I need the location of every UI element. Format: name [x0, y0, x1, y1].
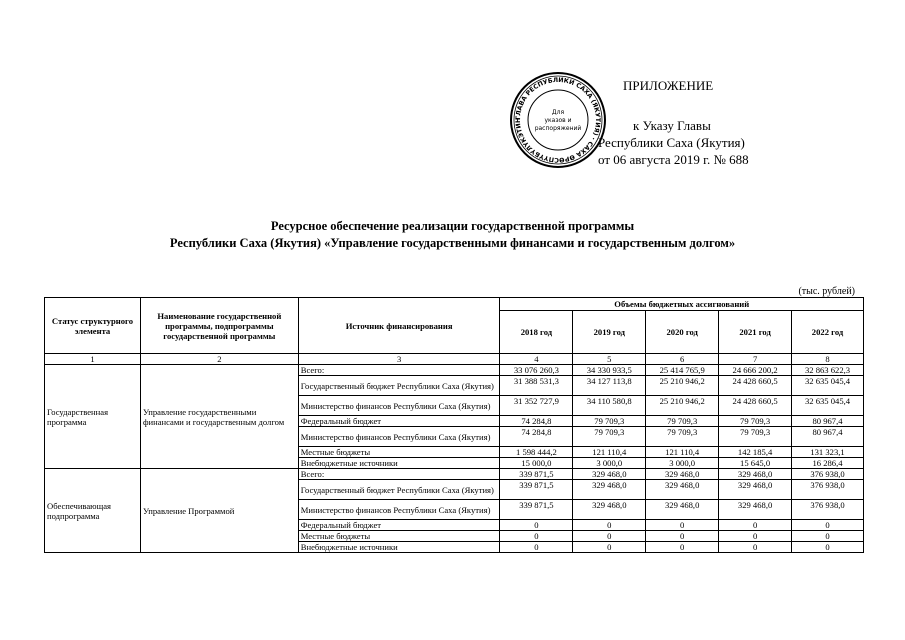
source-cell: Всего:	[298, 469, 500, 480]
value-cell: 329 468,0	[573, 500, 646, 520]
source-cell: Государственный бюджет Республики Саха (Якутия)	[298, 376, 500, 396]
value-cell: 121 110,4	[573, 447, 646, 458]
header-year-2019: 2019 год	[573, 311, 646, 354]
document-title-line-1: Ресурсное обеспечение реализации государственной программы	[270, 219, 635, 233]
status-cell: Обеспечивающая подпрограмма	[45, 469, 141, 553]
header-volumes: Объемы бюджетных ассигнований	[500, 298, 864, 311]
seal-center-text: указов и	[544, 117, 572, 124]
value-cell: 24 428 660,5	[719, 376, 792, 396]
appendix-title: ПРИЛОЖЕНИЕ	[623, 78, 714, 93]
value-cell: 329 468,0	[573, 469, 646, 480]
value-cell: 0	[646, 520, 719, 531]
value-cell: 15 645,0	[719, 458, 792, 469]
value-cell: 25 210 946,2	[646, 396, 719, 416]
column-number: 1	[45, 354, 141, 365]
table-body	[45, 365, 864, 553]
appendix-line-3: от 06 августа 2019 г. № 688	[598, 152, 749, 167]
header-source: Источник финансирования	[298, 298, 500, 354]
value-cell: 33 076 260,3	[500, 365, 573, 376]
program-name-cell: Управление Программой	[140, 469, 298, 553]
value-cell: 74 284,8	[500, 427, 573, 447]
appendix-line-2: Республики Саха (Якутия)	[598, 135, 745, 150]
value-cell: 0	[719, 542, 792, 553]
value-cell: 25 414 765,9	[646, 365, 719, 376]
column-number: 4	[500, 354, 573, 365]
table-row	[45, 469, 864, 480]
document-title-line-2: Республики Саха (Якутия) «Управление государственными финансами и государственным долгом»	[169, 236, 736, 250]
header-year-2021: 2021 год	[719, 311, 792, 354]
value-cell: 329 468,0	[719, 480, 792, 500]
column-number: 2	[140, 354, 298, 365]
value-cell: 339 871,5	[500, 500, 573, 520]
value-cell: 376 938,0	[792, 480, 864, 500]
value-cell: 1 598 444,2	[500, 447, 573, 458]
header-year-2020: 2020 год	[646, 311, 719, 354]
value-cell: 79 709,3	[719, 416, 792, 427]
source-cell: Министерство финансов Республики Саха (Якутия)	[298, 500, 500, 520]
value-cell: 15 000,0	[500, 458, 573, 469]
value-cell: 0	[719, 531, 792, 542]
value-cell: 25 210 946,2	[646, 376, 719, 396]
seal-ring-text: ГЛАВА РЕСПУБЛИКИ САХА (ЯКУТИЯ) · САХА ӨРӨСПҮҮБҮЛҮКЭТИН	[514, 76, 602, 164]
seal-center-text: Для	[551, 109, 565, 116]
value-cell: 34 127 113,8	[573, 376, 646, 396]
value-cell: 329 468,0	[719, 500, 792, 520]
source-cell: Местные бюджеты	[298, 447, 500, 458]
source-cell: Внебюджетные источники	[298, 542, 500, 553]
header-status: Статус структурного элемента	[45, 298, 141, 354]
value-cell: 80 967,4	[792, 427, 864, 447]
value-cell: 0	[573, 531, 646, 542]
source-cell: Всего:	[298, 365, 500, 376]
value-cell: 3 000,0	[573, 458, 646, 469]
header-year-2022: 2022 год	[792, 311, 864, 354]
source-cell: Внебюджетные источники	[298, 458, 500, 469]
value-cell: 34 330 933,5	[573, 365, 646, 376]
value-cell: 31 388 531,3	[500, 376, 573, 396]
value-cell: 32 635 045,4	[792, 376, 864, 396]
value-cell: 0	[500, 542, 573, 553]
value-cell: 0	[573, 520, 646, 531]
value-cell: 0	[719, 520, 792, 531]
appendix-line-1: к Указу Главы	[633, 118, 711, 133]
value-cell: 80 967,4	[792, 416, 864, 427]
value-cell: 0	[646, 542, 719, 553]
units-label: (тыс. рублей)	[798, 286, 855, 297]
value-cell: 329 468,0	[719, 469, 792, 480]
value-cell: 32 863 622,3	[792, 365, 864, 376]
column-number: 5	[573, 354, 646, 365]
column-number: 8	[792, 354, 864, 365]
funding-table	[44, 297, 864, 553]
value-cell: 79 709,3	[719, 427, 792, 447]
seal-center-text: распоряжений	[534, 125, 582, 132]
value-cell: 74 284,8	[500, 416, 573, 427]
value-cell: 376 938,0	[792, 469, 864, 480]
value-cell: 121 110,4	[646, 447, 719, 458]
value-cell: 31 352 727,9	[500, 396, 573, 416]
value-cell: 34 110 580,8	[573, 396, 646, 416]
value-cell: 79 709,3	[573, 416, 646, 427]
column-number: 7	[719, 354, 792, 365]
status-cell: Государственная программа	[45, 365, 141, 469]
value-cell: 329 468,0	[646, 469, 719, 480]
value-cell: 79 709,3	[646, 416, 719, 427]
value-cell: 0	[792, 520, 864, 531]
value-cell: 0	[646, 531, 719, 542]
value-cell: 32 635 045,4	[792, 396, 864, 416]
value-cell: 329 468,0	[646, 480, 719, 500]
value-cell: 24 666 200,2	[719, 365, 792, 376]
value-cell: 329 468,0	[573, 480, 646, 500]
column-number: 3	[298, 354, 500, 365]
value-cell: 131 323,1	[792, 447, 864, 458]
column-number: 6	[646, 354, 719, 365]
source-cell: Министерство финансов Республики Саха (Якутия)	[298, 396, 500, 416]
source-cell: Министерство финансов Республики Саха (Якутия)	[298, 427, 500, 447]
value-cell: 79 709,3	[646, 427, 719, 447]
value-cell: 329 468,0	[646, 500, 719, 520]
value-cell: 0	[500, 520, 573, 531]
value-cell: 0	[573, 542, 646, 553]
value-cell: 339 871,5	[500, 469, 573, 480]
value-cell: 79 709,3	[573, 427, 646, 447]
value-cell: 0	[792, 531, 864, 542]
value-cell: 3 000,0	[646, 458, 719, 469]
table-row	[45, 365, 864, 376]
source-cell: Федеральный бюджет	[298, 416, 500, 427]
source-cell: Федеральный бюджет	[298, 520, 500, 531]
official-seal	[508, 70, 608, 170]
value-cell: 142 185,4	[719, 447, 792, 458]
header-year-2018: 2018 год	[500, 311, 573, 354]
source-cell: Местные бюджеты	[298, 531, 500, 542]
value-cell: 376 938,0	[792, 500, 864, 520]
value-cell: 0	[792, 542, 864, 553]
value-cell: 16 286,4	[792, 458, 864, 469]
value-cell: 0	[500, 531, 573, 542]
source-cell: Государственный бюджет Республики Саха (Якутия)	[298, 480, 500, 500]
program-name-cell: Управление государственными финансами и государственным долгом	[140, 365, 298, 469]
document-title	[0, 218, 905, 252]
value-cell: 339 871,5	[500, 480, 573, 500]
header-name: Наименование государственной программы, подпрограммы государственной программы	[140, 298, 298, 354]
value-cell: 24 428 660,5	[719, 396, 792, 416]
